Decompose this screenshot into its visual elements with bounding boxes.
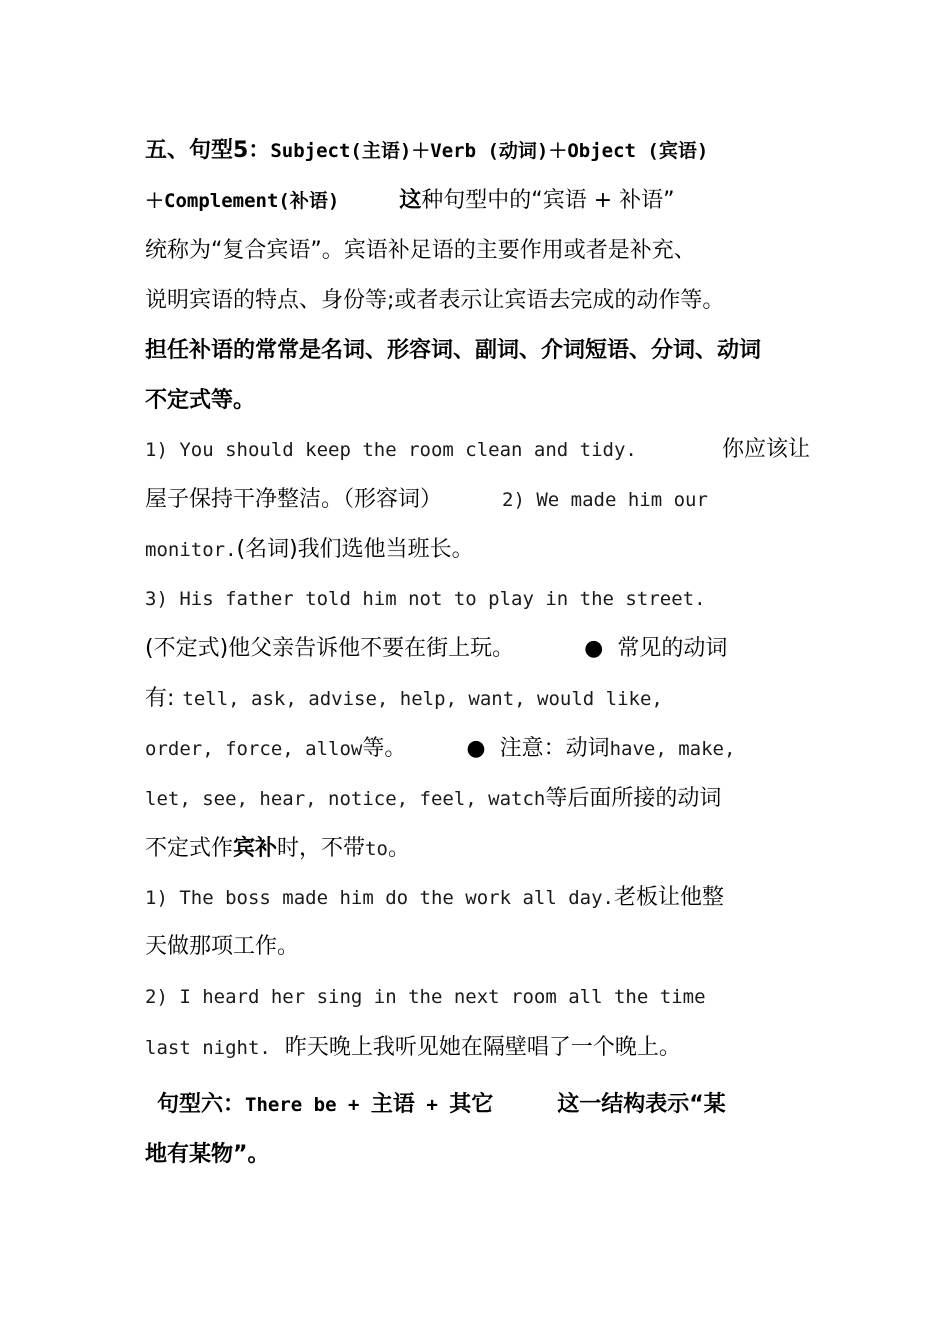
example3-english: 3) His father told him not to play in the street. [145, 588, 706, 610]
section5-desc-line1: 统称为“复合宾语”。宾语补足语的主要作用或者是补充、 [145, 238, 696, 263]
note-text1: 等后面所接的动词 [545, 786, 722, 811]
example1-chinese-cont: 屋子保持干净整洁。（形容词） [145, 487, 443, 512]
example1-english: 1) You should keep the room clean and tidy. [145, 439, 637, 461]
example3-chinese: (不定式)他父亲告诉他不要在街上玩。 [145, 636, 515, 661]
example5-chinese: 昨天晚上我听见她在隔壁唱了一个晚上。 [284, 1035, 681, 1060]
section5-desc-line2: 说明宾语的特点、身份等;或者表示让宾语去完成的动作等。 [145, 288, 725, 313]
note-to: to [365, 838, 388, 860]
bullet-icon: ● [466, 736, 486, 761]
section5-intro-bold: 这 [399, 188, 422, 213]
example1-chinese: 你应该让 [721, 437, 810, 462]
common-verbs-b: order, force, allow [145, 738, 363, 760]
section6-desc-bold: 这一结构表示“某 [557, 1092, 726, 1117]
section6-other: 其它 [449, 1092, 494, 1117]
section6-heading: 句型六： [157, 1092, 246, 1117]
note-text2: 不定式作 [145, 836, 234, 861]
common-verbs-label2: 有: [145, 686, 175, 711]
example1-cont-line [145, 475, 810, 525]
note-label: 注意：动词 [499, 736, 610, 761]
section5-bold-line1: 担任补语的常常是名词、形容词、副词、介词短语、分词、动词 [145, 338, 762, 363]
section5-heading-line [145, 126, 810, 176]
note-text3: 时，不带 [277, 836, 366, 861]
section5-formula-line [145, 176, 810, 226]
section5-bold-line2: 不定式等。 [145, 388, 256, 413]
example3-line [145, 574, 810, 624]
example1-line [145, 425, 810, 475]
example4-english: 1) The boss made him do the work all day. [145, 887, 614, 909]
section5-formula-line1: Subject(主语)＋Verb (动词)＋Object (宾语) [270, 140, 709, 162]
section6-desc-line2: 地有某物”。 [145, 1142, 270, 1167]
common-verbs-line1 [145, 674, 810, 724]
example2-english-b: monitor. [145, 539, 237, 561]
bullet-icon: ● [584, 636, 604, 661]
section6-plus: + [414, 1094, 450, 1116]
common-verbs-end: 等。 [362, 736, 407, 761]
section5-formula-line2: ＋Complement(补语) [145, 190, 340, 212]
note-text-line [145, 824, 810, 874]
example5-line [145, 972, 810, 1022]
section6-heading-line [145, 1080, 810, 1130]
section6-subject: 主语 [370, 1092, 415, 1117]
note-verbs-line [145, 774, 810, 824]
example3-chinese-line [145, 624, 810, 674]
common-verbs-label: 常见的动词 [617, 636, 728, 661]
example2-english-a: 2) We made him our [502, 489, 708, 511]
example4-chinese: 老板让他整 [614, 885, 725, 910]
example4-chinese-cont: 天做那项工作。 [145, 934, 300, 959]
example2-line [145, 525, 810, 575]
note-verbs-b: let, see, hear, notice, feel, watch [145, 788, 546, 810]
section5-intro-rest: 种句型中的“宾语 + 补语” [421, 188, 675, 213]
common-verbs-line2 [145, 724, 810, 774]
note-verbs-a: have, make, [609, 738, 736, 760]
example2-chinese: (名词)我们选他当班长。 [236, 537, 474, 562]
example5-cont-line [145, 1023, 810, 1073]
example5-english-a: 2) I heard her sing in the next room all the time [145, 986, 706, 1008]
note-bold: 宾补 [233, 836, 278, 861]
example5-english-b: last night. [145, 1037, 271, 1059]
example4-line [145, 873, 810, 923]
section5-heading: 五、句型5： [145, 138, 271, 163]
note-end: 。 [387, 836, 410, 861]
section6-formula: There be + [245, 1094, 371, 1116]
common-verbs-a: tell, ask, advise, help, want, would like, [182, 688, 663, 710]
